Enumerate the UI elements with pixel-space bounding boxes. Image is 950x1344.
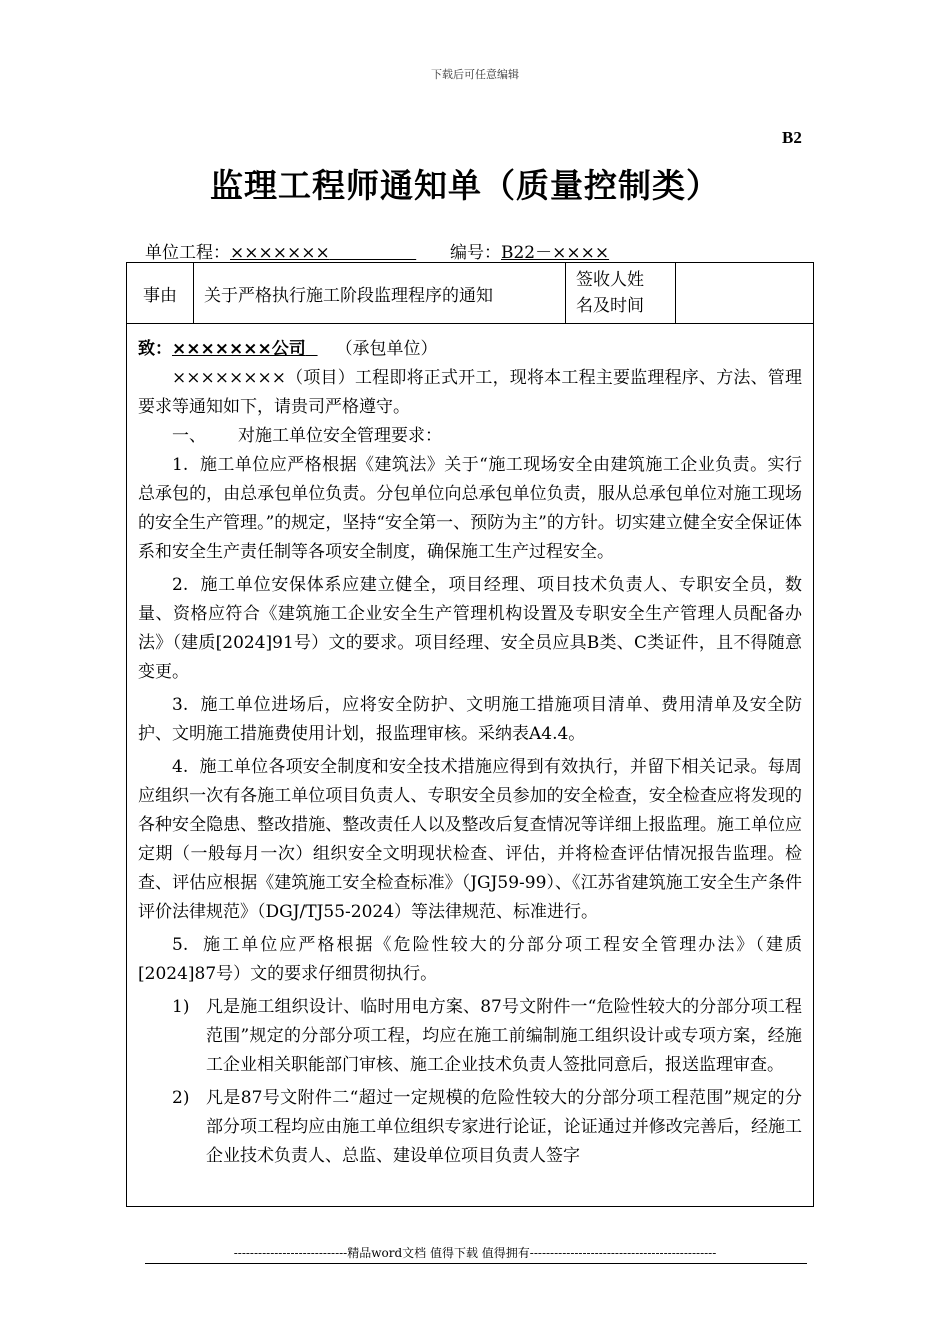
section-number: 一、 [172, 426, 206, 446]
item-number: 2. [172, 575, 189, 595]
unit-project [145, 238, 416, 263]
subitem-text: 凡是87号文附件二“超过一定规模的危险性较大的分部分项工程范围”规定的分部分项工程均应由施工单位组织专家进行论证，论证通过并修改完善后，经施工企业技术负责人、总监、建设单位项目负责人签字 [206, 1088, 802, 1166]
footer-text: ----------------------------精品word文档 值得下载 值得拥有---------------------------------------------- [233, 1246, 717, 1260]
addressee-suffix: （承包单位） [335, 339, 438, 359]
notice-form-table [126, 262, 814, 1207]
unit-label: 单位工程： [145, 243, 230, 263]
item-text: 施工单位安保体系应建立健全，项目经理、项目技术负责人、专职安全员，数量、资格应符合《建筑施工企业安全生产管理机构设置及专职安全生产管理人员配备办法》（建质[2024]91号）文的要求。项目经理、安全员应具B类、C类证件，且不得随意变更。 [138, 575, 802, 682]
item-number: 3. [172, 695, 189, 715]
subitem-text: 凡是施工组织设计、临时用电方案、87号文附件一“危险性较大的分部分项工程范围”规定的分部分项工程，均应在施工前编制施工组织设计或专项方案，经施工企业相关职能部门审核、施工企业技术负责人签批同意后，报送监理审查。 [206, 997, 802, 1075]
item-number: 4. [172, 757, 189, 777]
sub-list-item [138, 1084, 802, 1171]
list-item [138, 451, 802, 567]
notice-body [128, 325, 812, 1205]
subject-value: 关于严格执行施工阶段监理程序的通知 [194, 263, 566, 324]
form-code: B2 [782, 128, 802, 147]
signer-label-line2: 名及时间 [576, 296, 644, 316]
sub-list-item [138, 993, 802, 1080]
subitem-number: 2) [172, 1088, 190, 1108]
item-number: 5. [172, 935, 189, 955]
item-text: 施工单位应严格根据《建筑法》关于“施工现场安全由建筑施工企业负责。实行总承包的，由总承包单位负责。分包单位向总承包单位负责，服从总承包单位对施工现场的安全生产管理。”的规定，坚持“安全第一、预防为主”的方针。切实建立健全安全保证体系和安全生产责任制等各项安全制度，确保施工生产过程安全。 [138, 455, 802, 562]
unit-value: ××××××× [230, 243, 330, 263]
number-value: B22－×××× [501, 243, 610, 263]
list-item [138, 691, 802, 749]
item-number: 1. [172, 455, 189, 475]
section-title: 对施工单位安全管理要求： [238, 426, 442, 446]
header-note: 下载后可任意编辑 [431, 68, 519, 81]
signer-label [566, 263, 676, 324]
addressee-prefix: 致： [138, 339, 172, 359]
signer-label-line1: 签收人姓 [576, 270, 644, 290]
addressee [138, 335, 802, 364]
footer-rule [145, 1263, 807, 1264]
item-text: 施工单位各项安全制度和安全技术措施应得到有效执行，并留下相关记录。每周应组织一次有各施工单位项目负责人、专职安全员参加的安全检查，安全检查应将发现的各种安全隐患、整改措施、整改责任人以及整改后复查情况等详细上报监理。施工单位应定期（一般每月一次）组织安全文明现状检查、评估，并将检查评估情况报告监理。检查、评估应根据《建筑施工安全检查标准》（JGJ59-99）、《江苏省建筑施工安全生产条件评价法律规范》（DGJ/TJ55-2024）等法律规范、标准进行。 [138, 757, 802, 922]
subject-label: 事由 [127, 263, 194, 324]
addressee-company: ×××××××公司 [172, 339, 306, 359]
list-item [138, 931, 802, 989]
list-item [138, 753, 802, 927]
item-text: 施工单位应严格根据《危险性较大的分部分项工程安全管理办法》（建质[2024]87号）文的要求仔细贯彻执行。 [138, 935, 803, 984]
number-label: 编号： [450, 243, 501, 263]
subitem-number: 1) [172, 997, 190, 1017]
intro-paragraph: ××××××××（项目）工程即将正式开工，现将本工程主要监理程序、方法、管理要求等通知如下，请贵司严格遵守。 [138, 368, 802, 417]
item-text: 施工单位进场后，应将安全防护、文明施工措施项目清单、费用清单及安全防护、文明施工措施费使用计划，报监理审核。采纳表A4.4。 [138, 695, 802, 744]
subject-row [127, 263, 814, 324]
document-number [450, 238, 609, 263]
section-heading [138, 422, 802, 451]
content-cell [127, 324, 814, 1207]
document-title: 监理工程师通知单（质量控制类） [210, 166, 720, 205]
signer-value [676, 263, 814, 324]
content-row [127, 324, 814, 1207]
list-item [138, 571, 802, 687]
